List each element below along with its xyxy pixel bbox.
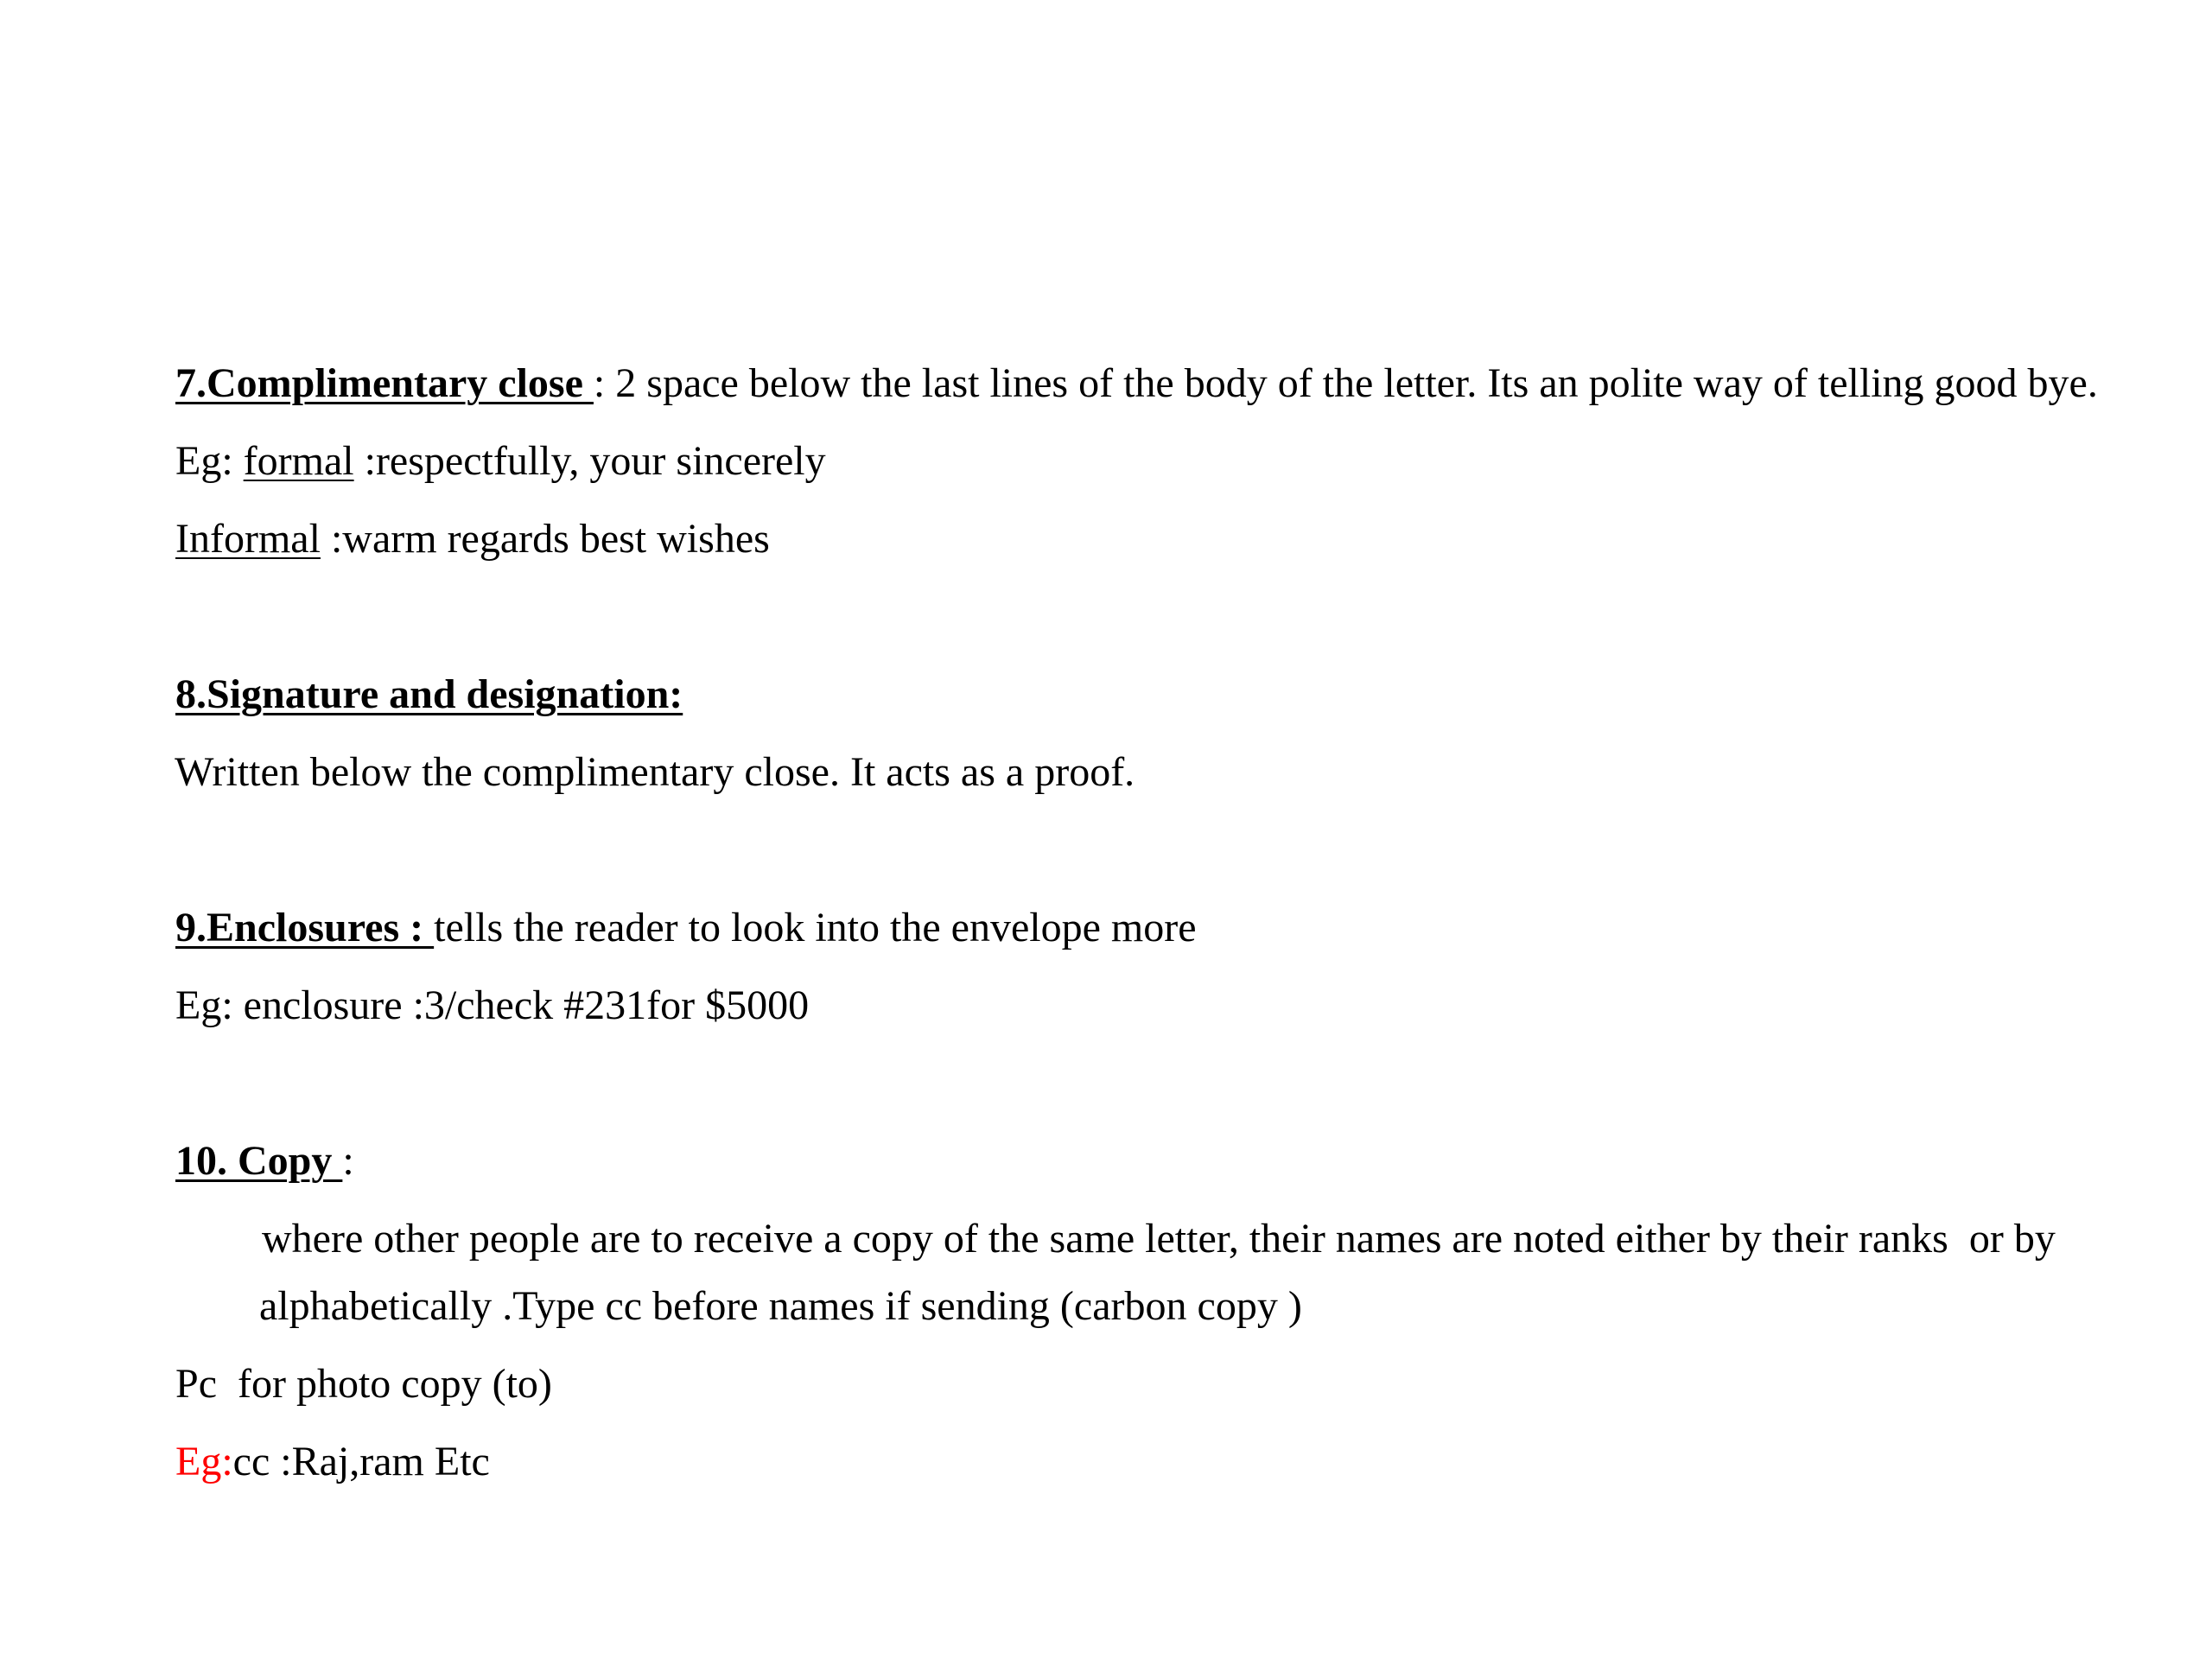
informal-label: Informal	[175, 516, 321, 562]
complimentary-close-heading: 7.Complimentary close	[175, 360, 594, 406]
copy-example-line	[134, 1400, 490, 1524]
copy-heading: 10. Copy	[175, 1138, 343, 1184]
enclosures-heading: 9.Enclosures :	[175, 905, 435, 950]
enclosures-text: tells the reader to look into the envelope more	[434, 905, 1197, 950]
informal-example-line	[134, 477, 770, 601]
formal-example-prefix: Eg:	[175, 438, 244, 484]
signature-text-line	[134, 710, 1135, 835]
pc-text: Pc for photo copy (to)	[175, 1361, 552, 1407]
signature-text: Written below the complimentary close. It acts as a proof.	[175, 749, 1135, 795]
copy-example-label: Eg:	[175, 1439, 233, 1484]
copy-text-1: where other people are to receive a copy of the same letter, their names are noted either by their ranks or by	[262, 1216, 2056, 1262]
signature-heading: 8.Signature and designation:	[175, 671, 683, 717]
copy-example-text: cc :Raj,ram Etc	[232, 1439, 490, 1484]
formal-example-text: :respectfully, your sincerely	[353, 438, 826, 484]
enclosures-example-line	[134, 944, 809, 1068]
copy-heading-suffix: :	[342, 1138, 354, 1184]
copy-text-2: alphabetically .Type cc before names if sending (carbon copy )	[259, 1283, 1302, 1329]
informal-example-text: :warm regards best wishes	[320, 516, 770, 562]
enclosures-example: Eg: enclosure :3/check #231for $5000	[175, 982, 810, 1028]
complimentary-close-text: : 2 space below the last lines of the body of the letter. Its an polite way of telling good bye.	[593, 360, 2098, 406]
formal-label: formal	[243, 438, 354, 484]
